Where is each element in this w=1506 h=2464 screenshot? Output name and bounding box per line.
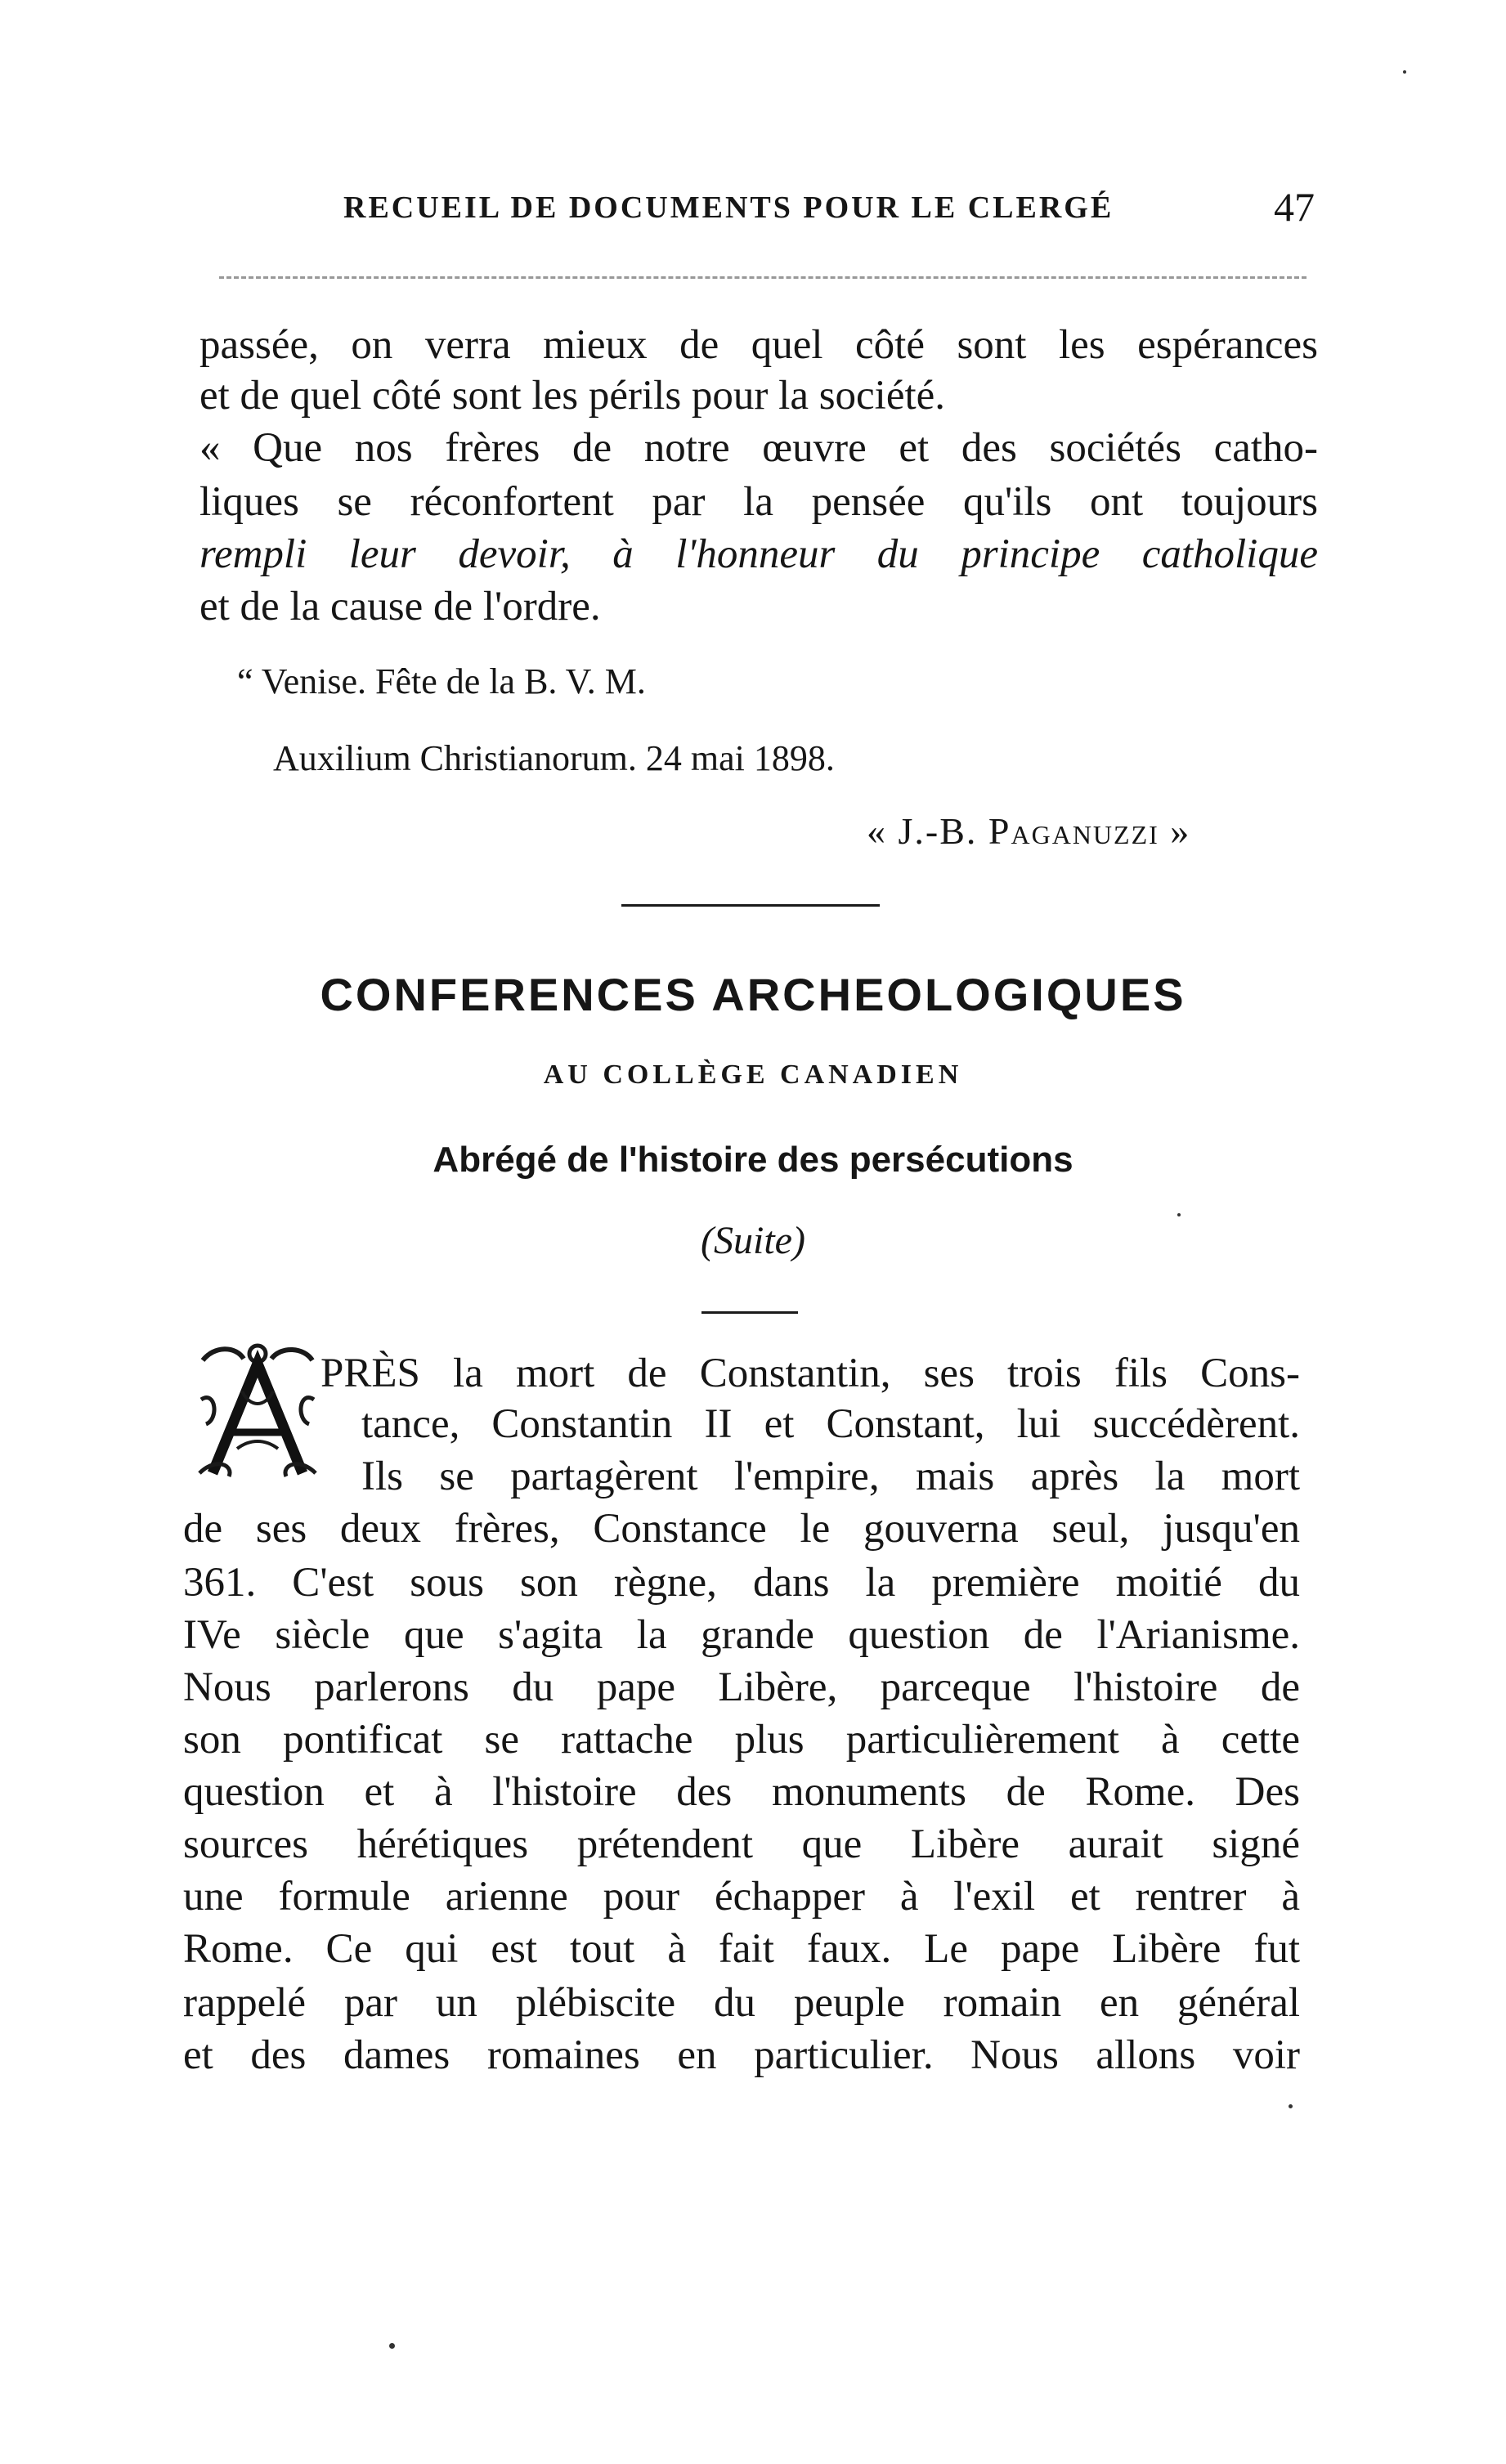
body-line: sources hérétiques prétendent que Libère aurait signé: [183, 1821, 1300, 1867]
body-line: de ses deux frères, Constance le gouverna seul, jusqu'en: [183, 1506, 1300, 1552]
body-line: rappelé par un plébiscite du peuple romain en général: [183, 1980, 1300, 2026]
continuation-line: et de quel côté sont les périls pour la société.: [199, 373, 946, 419]
body-line: IVe siècle que s'agita la grande question de l'Arianisme.: [183, 1612, 1300, 1658]
body-line: 361. C'est sous son règne, dans la première moitié du: [183, 1560, 1300, 1606]
body-line: son pontificat se rattache plus particulièrement à cette: [183, 1717, 1300, 1763]
running-title: RECUEIL DE DOCUMENTS POUR LE CLERGÉ: [343, 190, 1114, 225]
continuation-line: et de la cause de l'ordre.: [199, 584, 601, 629]
scan-speck: [1177, 1213, 1181, 1216]
scan-speck: [1289, 2104, 1293, 2108]
body-line: Nous parlerons du pape Libère, parceque l'histoire de: [183, 1664, 1300, 1710]
section-title: Abrégé de l'histoire des persécutions: [433, 1140, 1073, 1180]
continuation-line: rempli leur devoir, à l'honneur du principe catholique: [199, 531, 1318, 577]
continuation-line: liques se réconfortent par la pensée qu'ils ont toujours: [199, 479, 1318, 525]
page-number: 47: [1274, 184, 1315, 230]
header-rule: [219, 276, 1307, 279]
body-line: et des dames romaines en particulier. Nous allons voir: [183, 2032, 1300, 2078]
signature-place: “ Venise. Fête de la B. V. M.: [237, 661, 646, 701]
signature-signer: « J.-B. Paganuzzi »: [867, 810, 1191, 852]
suite-label: (Suite): [701, 1219, 805, 1262]
ornamental-drop-cap: [196, 1342, 319, 1480]
article-subtitle: AU COLLÈGE CANADIEN: [543, 1060, 963, 1090]
body-line: Ils se partagèrent l'empire, mais après la mort: [361, 1454, 1300, 1499]
running-header: [0, 184, 1506, 239]
article-title: CONFERENCES ARCHEOLOGIQUES: [320, 969, 1186, 1020]
section-divider: [621, 904, 880, 907]
body-line: question et à l'histoire des monuments de Rome. Des: [183, 1769, 1300, 1815]
body-line: Rome. Ce qui est tout à fait faux. Le pape Libère fut: [183, 1926, 1300, 1972]
body-line: tance, Constantin II et Constant, lui succédèrent.: [361, 1401, 1300, 1447]
body-line: une formule arienne pour échapper à l'exil et rentrer à: [183, 1874, 1300, 1920]
continuation-line: « Que nos frères de notre œuvre et des sociétés catho-: [199, 425, 1318, 471]
scan-speck: [1403, 70, 1406, 74]
drop-cap-letter: [196, 1342, 319, 1480]
heading-short-rule: [701, 1311, 798, 1314]
continuation-line: passée, on verra mieux de quel côté sont les espérances: [199, 322, 1318, 368]
scan-speck: [389, 2343, 395, 2349]
body-line: PRÈS la mort de Constantin, ses trois fils Cons-: [320, 1351, 1300, 1396]
signature-date: Auxilium Christianorum. 24 mai 1898.: [273, 738, 835, 778]
